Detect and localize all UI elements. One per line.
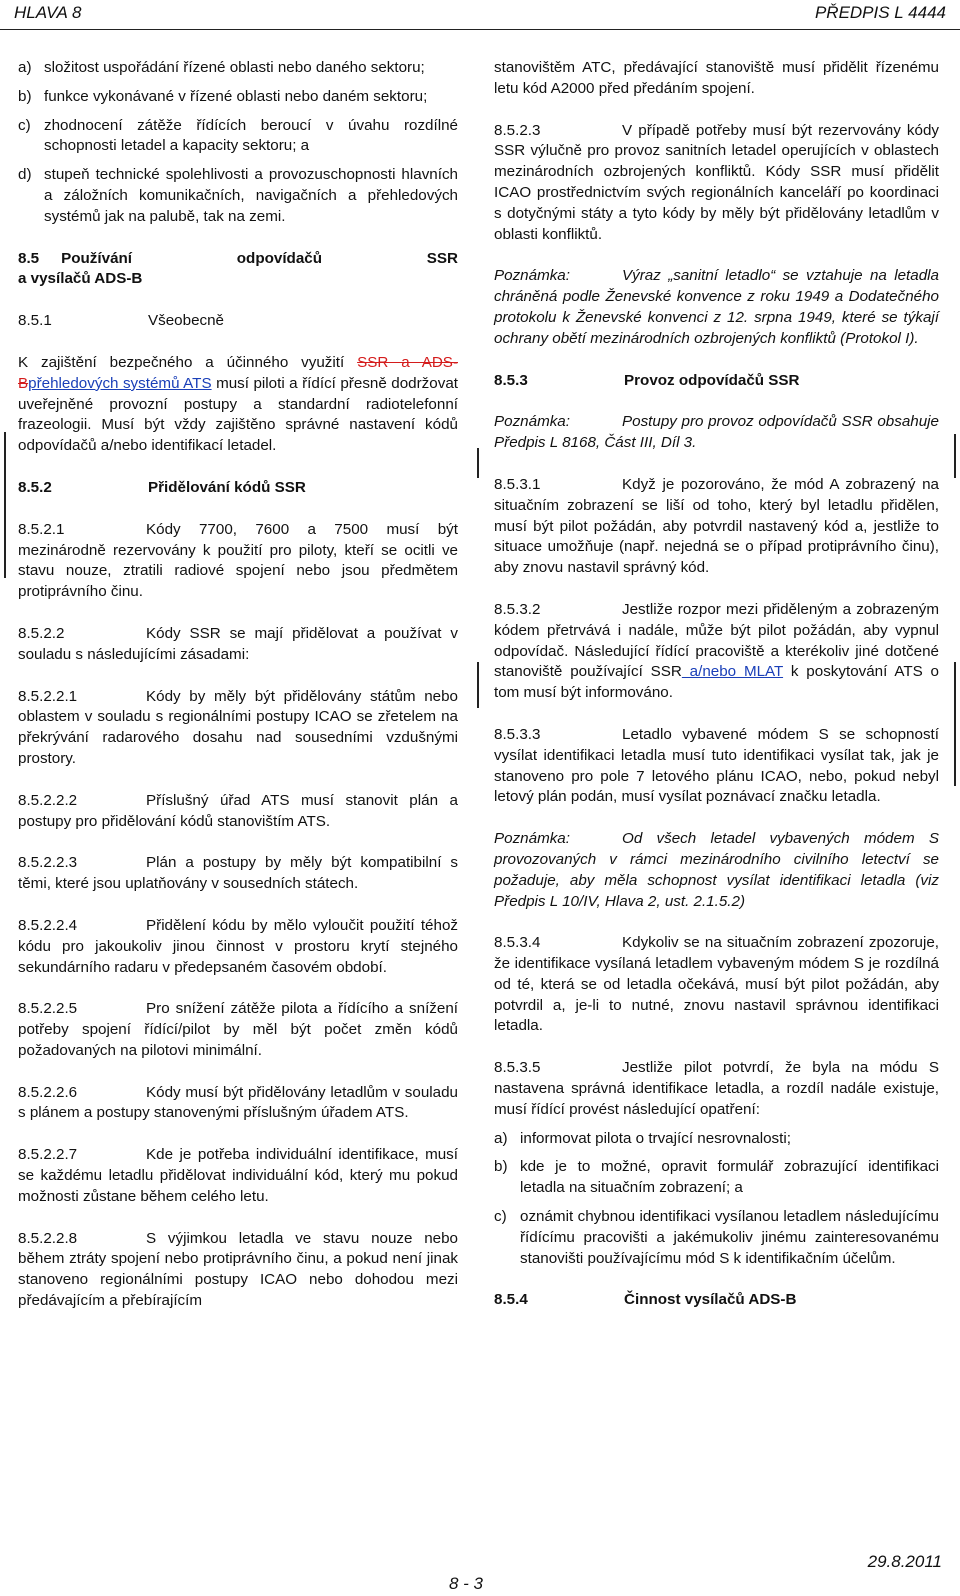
- paragraph-number: 8.5.2.3: [494, 121, 541, 139]
- paragraph: [18, 916, 458, 978]
- subsection-heading-8-5-1: [18, 311, 458, 332]
- paragraph-number: 8.5.2.2.7: [18, 1146, 78, 1164]
- paragraph-text: k poskytování ATS o tom musí být informováno.: [494, 663, 939, 702]
- paragraph-number: 8.5.2.1: [18, 520, 65, 538]
- page-header: [0, 0, 960, 30]
- paragraph-text: Jestliže pilot potvrdí, že byla na módu S nastavena správná identifikace letadla, a rozdíl nadále existuje, musí řídící provést následující opatření:: [494, 1059, 939, 1118]
- section-number: 8.5.1: [18, 312, 52, 330]
- paragraph-number: 8.5.2.2.8: [18, 1229, 78, 1247]
- list-label: a): [494, 1129, 508, 1147]
- note: [494, 266, 939, 349]
- paragraph: [18, 687, 458, 770]
- paragraph-number: 8.5.2.2: [18, 624, 65, 642]
- paragraph-number: 8.5.3.3: [494, 725, 541, 743]
- paragraph-number: 8.5.3.4: [494, 934, 541, 952]
- list-text: zhodnocení zátěže řídících beroucí v úvahu rozdílné schopnosti letadel a kapacity sektoru; a: [44, 116, 458, 155]
- change-bar: [477, 448, 479, 478]
- section-heading-8-5: [18, 249, 458, 291]
- section-title: Všeobecně: [148, 312, 224, 330]
- paragraph: [494, 121, 939, 246]
- left-column: [18, 58, 458, 1312]
- paragraph-text: Když je pozorováno, že mód A zobrazený na situačním zobrazení se liší od toho, který byl letadlu přidělen, musí být pilot požádán, aby potvrdil nastavený kód a, jestliže to situace umožňuje (např. nejedná se o případ protiprávního činu), aby znovu nastavil správný kód.: [494, 475, 939, 577]
- note: [494, 829, 939, 912]
- regulation-label: PŘEDPIS L 4444: [814, 3, 946, 22]
- section-heading-8-5-3: [494, 371, 939, 392]
- list-item: [494, 1207, 939, 1269]
- paragraph: [494, 475, 939, 579]
- section-number: 8.5.3: [494, 371, 528, 389]
- section-title: Přidělování kódů SSR: [148, 478, 306, 496]
- list-text: informovat pilota o trvající nesrovnalosti;: [520, 1129, 791, 1147]
- list-label: b): [494, 1158, 508, 1176]
- list-item: [494, 1157, 939, 1199]
- paragraph: [18, 520, 458, 603]
- paragraph-number: 8.5.3.2: [494, 600, 541, 618]
- paragraph-text: Plán a postupy by měly být kompatibilní s těmi, které jsou uplatňovány v sousedních státech.: [18, 854, 458, 893]
- footer-date: 29.8.2011: [867, 1552, 942, 1571]
- paragraph-number: 8.5.2.2.2: [18, 791, 78, 809]
- paragraph: [18, 1229, 458, 1312]
- paragraph-text: Kdykoliv se na situačním zobrazení zpozoruje, že identifikace vysílaná letadlem vybaveným módem S je rozdílná od té, která se od letadla očekává, musí být pilot požádán, aby potvrdil a, je-li to nutné, znovu nastavil správnou identifikaci letadla.: [494, 934, 939, 1035]
- text-run: K zajištění bezpečného a účinného využití: [18, 353, 358, 371]
- paragraph: [18, 791, 458, 833]
- paragraph-text: Přidělení kódu by mělo vyloučit použití téhož kódu pro jakoukoliv jinou činnost v prostoru krytí stejného sekundárního radaru v předepsaném časovém období.: [18, 916, 458, 976]
- list-text: oznámit chybnou identifikaci vysílanou letadlem následujícímu řídícímu pracovišti a jakémukoliv jinému zainteresovanému stanovišti používajícímu mód S k identifikačním účelům.: [520, 1208, 939, 1267]
- paragraph: [494, 725, 939, 808]
- section-heading-8-5-2: [18, 478, 458, 499]
- paragraph-text: Kódy SSR se mají přidělovat a používat v souladu s následujícími zásadami:: [18, 624, 458, 663]
- footer-page-number: 8 - 3: [449, 1574, 484, 1593]
- deleted-text: SSR a ADS-B: [18, 353, 458, 392]
- paragraph-number: 8.5.2.2.4: [18, 916, 78, 934]
- list-item: [494, 1129, 939, 1150]
- right-column: [494, 58, 939, 1311]
- list-label: d): [18, 166, 32, 184]
- change-bar: [954, 434, 956, 478]
- inserted-text: a/nebo MLAT: [681, 663, 784, 681]
- paragraph-8-5-1: [18, 353, 458, 457]
- inserted-text: přehledových systémů ATS: [28, 374, 212, 392]
- paragraph-number: 8.5.3.1: [494, 475, 541, 493]
- paragraph-text: Kódy 7700, 7600 a 7500 musí být mezinárodně rezervovány k použití pro piloty, kteří se ocitli ve stavu nouze, ztratili radiové spojení nebo jsou předmětem protiprávního činu.: [18, 520, 458, 601]
- paragraph-text: Letadlo vybavené módem S se schopností vysílat identifikaci letadla musí tuto identifikaci vysílat tak, jak je stanoveno pro pole 7 letového plánu ICAO, nebo, pokud nebyl letový plán podán, musí vysílat poznávací značku letadla.: [494, 725, 939, 806]
- paragraph-number: 8.5.2.2.6: [18, 1083, 78, 1101]
- note-text: Od všech letadel vybavených módem S provozovaných v rámci mezinárodního civilního letectví se požaduje, aby měla schopnost vysílat identifikaci letadla (viz Předpis L 10/IV, Hlava 2, ust. 2.1.5.2): [494, 830, 939, 910]
- list-text: funkce vykonávané v řízené oblasti nebo daném sektoru;: [44, 87, 428, 105]
- list-text: složitost uspořádání řízené oblasti nebo daného sektoru;: [44, 59, 425, 76]
- list-label: c): [18, 116, 31, 134]
- note-text: Výraz „sanitní letadlo“ se vztahuje na letadla chráněná podle Ženevské konvence z roku 1949 a Dodatečného protokolu k Ženevské konvenci z 12. srpna 1949, které se týkají ochrany obětí mezinárodních ozbrojených konfliktů (Protokol I).: [494, 267, 939, 347]
- paragraph: [18, 624, 458, 666]
- list-label: c): [494, 1208, 507, 1226]
- paragraph-number: 8.5.2.2.5: [18, 1000, 78, 1018]
- paragraph: [18, 999, 458, 1061]
- paragraph: [18, 1145, 458, 1207]
- list-text: kde je to možné, opravit formulář zobrazující identifikaci letadla na situačním zobrazení; a: [520, 1158, 939, 1197]
- chapter-label: HLAVA 8: [14, 3, 82, 22]
- paragraph: [18, 853, 458, 895]
- note-label: Poznámka:: [494, 413, 570, 431]
- section-number: 8.5: [18, 249, 40, 267]
- note-label: Poznámka:: [494, 267, 570, 285]
- list-item: [18, 58, 458, 79]
- paragraph-text: Jestliže rozpor mezi přiděleným a zobrazeným kódem přetrvává i nadále, může být pilot požádán, aby vypnul odpovídač. Následující řídící pracoviště a kterékoliv jiné dotčené stanoviště používající SSR: [494, 600, 939, 681]
- list-item: [18, 116, 458, 158]
- section-number: 8.5.4: [494, 1291, 528, 1309]
- paragraph-text: V případě potřeby musí být rezervovány kódy SSR výlučně pro provoz sanitních letadel operujících v oblastech mezinárodních ozbrojených konfliktů. Kódy SSR musí přidělit ICAO prostřednictvím svých regionálních kanceláří po koordinaci s dotyčnými státy a tyto kódy by měly být přidělovány letadlům v oblasti konfliktů.: [494, 121, 939, 243]
- paragraph-text: Kde je potřeba individuální identifikace, musí se každému letadlu přidělovat individuální kód, který mu pokud možnosti zůstane během celého letu.: [18, 1146, 458, 1205]
- list-item: [18, 87, 458, 108]
- paragraph-text: Pro snížení zátěže pilota a řídícího a snížení potřeby spojení řídící/pilot by měl být počet změn kódů požadovaných na pilotovi minimální.: [18, 1000, 458, 1059]
- section-number: 8.5.2: [18, 478, 52, 496]
- list-label: a): [18, 59, 32, 76]
- paragraph-number: 8.5.2.2.1: [18, 687, 78, 705]
- change-bar: [4, 432, 6, 578]
- list-text: stupeň technické spolehlivosti a provozuschopnosti hlavních a záložních komunikačních, navigačních a přehledových systémů jak na palubě, tak na zemi.: [44, 166, 458, 225]
- note-label: Poznámka:: [494, 830, 570, 848]
- section-title: Činnost vysílačů ADS-B: [624, 1291, 797, 1309]
- text-run: musí piloti a řídící přesně dodržovat uveřejněné provozní postupy a standardní radiotelefonní frazeologii. Musí být vždy zajištěno správné nastavení kódů odpovídačů a/nebo identifikací letadel.: [18, 374, 458, 455]
- section-heading-8-5-4: [494, 1290, 939, 1311]
- change-bar: [477, 662, 479, 708]
- change-bar: [954, 662, 956, 786]
- list-item: [18, 165, 458, 227]
- section-title: Používání odpovídačů SSR: [61, 249, 458, 267]
- paragraph-text: Kódy musí být přidělovány letadlům v souladu s plánem a postupy stanovenými příslušným úřadem ATS.: [18, 1083, 458, 1122]
- paragraph: [494, 1058, 939, 1120]
- note-text: Postupy pro provoz odpovídačů SSR obsahuje Předpis L 8168, Část III, Díl 3.: [494, 413, 939, 452]
- paragraph-text: Příslušný úřad ATS musí stanovit plán a postupy pro přidělování kódů stanovištím ATS.: [18, 791, 458, 830]
- paragraph-number: 8.5.3.5: [494, 1059, 541, 1077]
- paragraph: [494, 933, 939, 1037]
- note: [494, 412, 939, 454]
- paragraph-number: 8.5.2.2.3: [18, 854, 78, 872]
- section-title: Provoz odpovídačů SSR: [624, 371, 800, 389]
- paragraph-text: Kódy by měly být přidělovány státům nebo oblastem v souladu s regionálními postupy ICAO se zřetelem na překrývání radarového dosahu nad sousedními vzdušnými prostory.: [18, 687, 458, 767]
- section-title-cont: a vysílačů ADS-B: [18, 270, 143, 288]
- paragraph-continuation: stanovištěm ATC, předávající stanoviště musí přidělit řízenému letu kód A2000 před předáním spojení.: [494, 59, 939, 97]
- list-label: b): [18, 87, 32, 105]
- paragraph: [494, 600, 939, 704]
- paragraph: [18, 1083, 458, 1125]
- paragraph-text: S výjimkou letadla ve stavu nouze nebo během ztráty spojení nebo protiprávního činu, a pokud není jinak stanoveno regionálními postupy ICAO nebo dohodou mezi předávajícím a přebírajícím: [18, 1229, 458, 1310]
